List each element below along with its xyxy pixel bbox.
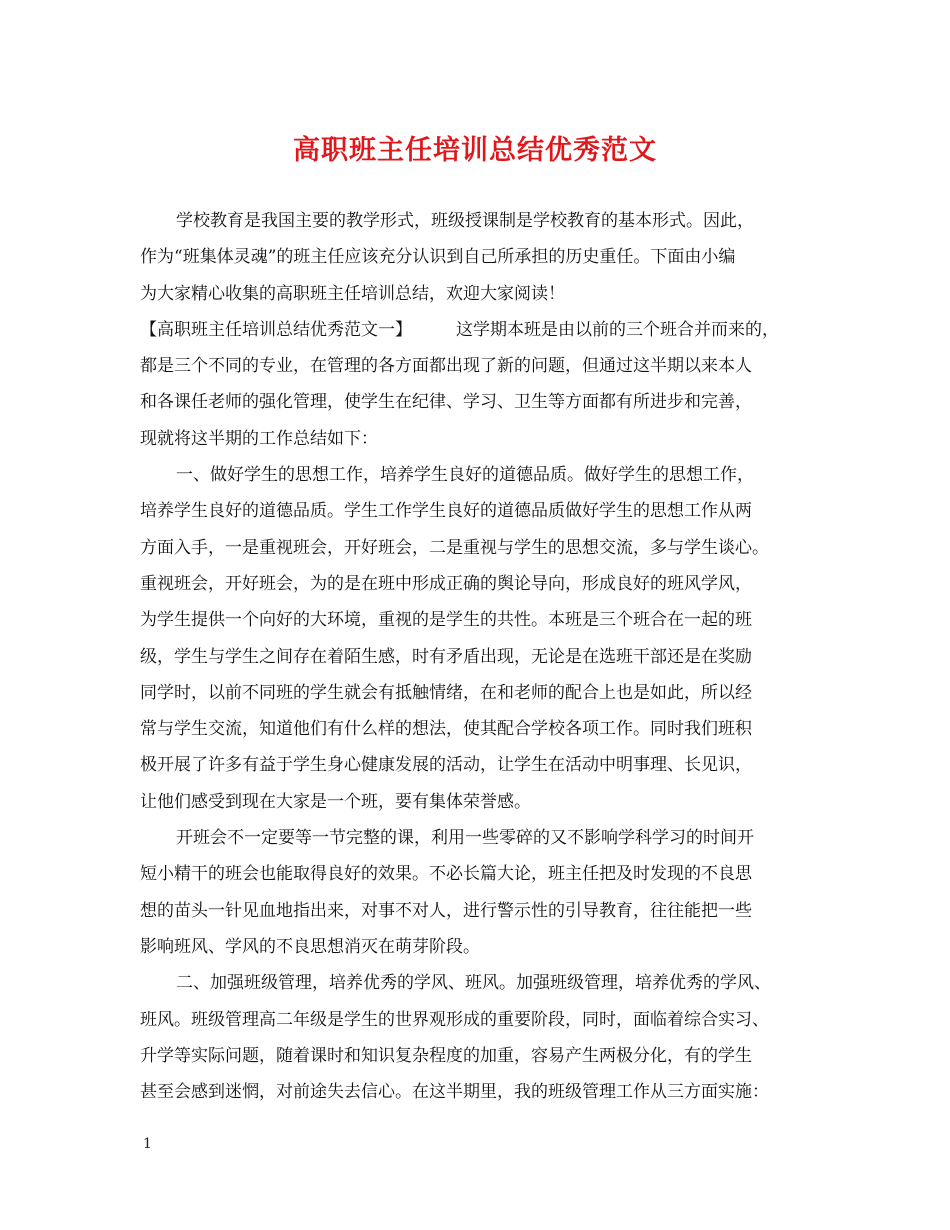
text-line: 和各课任老师的强化管理，使学生在纪律、学习、卫生等方面都有所进步和完善，: [140, 392, 752, 413]
text-line: 都是三个不同的专业，在管理的各方面都出现了新的问题，但通过这半期以来本人: [140, 356, 752, 377]
text-line: 为大家精心收集的高职班主任培训总结，欢迎大家阅读！: [140, 283, 565, 304]
text-line: 开班会不一定要等一节完整的课，利用一些零碎的又不影响学科学习的时间开: [176, 828, 754, 849]
section-heading: 【高职班主任培训总结优秀范文一】: [140, 319, 412, 340]
text-line: 升学等实际问题，随着课时和知识复杂程度的加重，容易产生两极分化，有的学生: [140, 1045, 752, 1066]
text-line: 常与学生交流，知道他们有什么样的想法，使其配合学校各项工作。同时我们班积: [140, 719, 752, 740]
text-line: 极开展了许多有益于学生身心健康发展的活动，让学生在活动中明事理、长见识，: [140, 755, 752, 776]
text-line: 短小精干的班会也能取得良好的效果。不必长篇大论，班主任把及时发现的不良思: [140, 864, 752, 885]
document-title: 高职班主任培训总结优秀范文: [293, 135, 657, 166]
text-line: 培养学生良好的道德品质。学生工作学生良好的道德品质做好学生的思想工作从两: [140, 501, 752, 522]
text-line: 二、加强班级管理，培养优秀的学风、班风。加强班级管理，培养优秀的学风、: [176, 973, 771, 994]
text-line: 重视班会，开好班会，为的是在班中形成正确的舆论导向，形成良好的班风学风，: [140, 573, 752, 594]
intro-paragraph: [140, 203, 830, 312]
text-line: 为学生提供一个向好的大环境，重视的是学生的共性。本班是三个班合在一起的班: [140, 610, 752, 631]
text-line: 影响班风、学风的不良思想消灭在萌芽阶段。: [140, 936, 480, 957]
text-line: 方面入手，一是重视班会，开好班会，二是重视与学生的思想交流，多与学生谈心。: [140, 537, 769, 558]
document-body: [140, 203, 830, 1110]
class-meeting-paragraph: [140, 820, 830, 965]
point-two-paragraph: [140, 965, 830, 1110]
text-line: 同学时，以前不同班的学生就会有抵触情绪，在和老师的配合上也是如此，所以经: [140, 682, 752, 703]
point-one-paragraph: [140, 457, 830, 820]
text-line: 一、做好学生的思想工作，培养学生良好的道德品质。做好学生的思想工作，: [176, 465, 754, 486]
text-line: 作为“班集体灵魂”的班主任应该充分认识到自己所承担的历史重任。下面由小编: [140, 247, 736, 268]
text-line: 甚至会感到迷惘，对前途失去信心。在这半期里，我的班级管理工作从三方面实施：: [140, 1082, 769, 1103]
text-line: 想的苗头一针见血地指出来，对事不对人，进行警示性的引导教育，往往能把一些: [140, 900, 752, 921]
text-line: 让他们感受到现在大家是一个班，要有集体荣誉感。: [140, 791, 531, 812]
text-line: 现就将这半期的工作总结如下：: [140, 428, 378, 449]
page-number: 1: [143, 1136, 152, 1152]
text-line: 级，学生与学生之间存在着陌生感，时有矛盾出现，无论是在选班干部还是在奖励: [140, 646, 752, 667]
section-one-paragraph: [140, 312, 830, 457]
text-line: 班风。班级管理高二年级是学生的世界观形成的重要阶段，同时，面临着综合实习、: [140, 1009, 769, 1030]
section-text: 这学期本班是由以前的三个班合并而来的，: [456, 319, 779, 340]
text-line: [140, 312, 830, 348]
text-line: 学校教育是我国主要的教学形式，班级授课制是学校教育的基本形式。因此，: [176, 211, 754, 231]
